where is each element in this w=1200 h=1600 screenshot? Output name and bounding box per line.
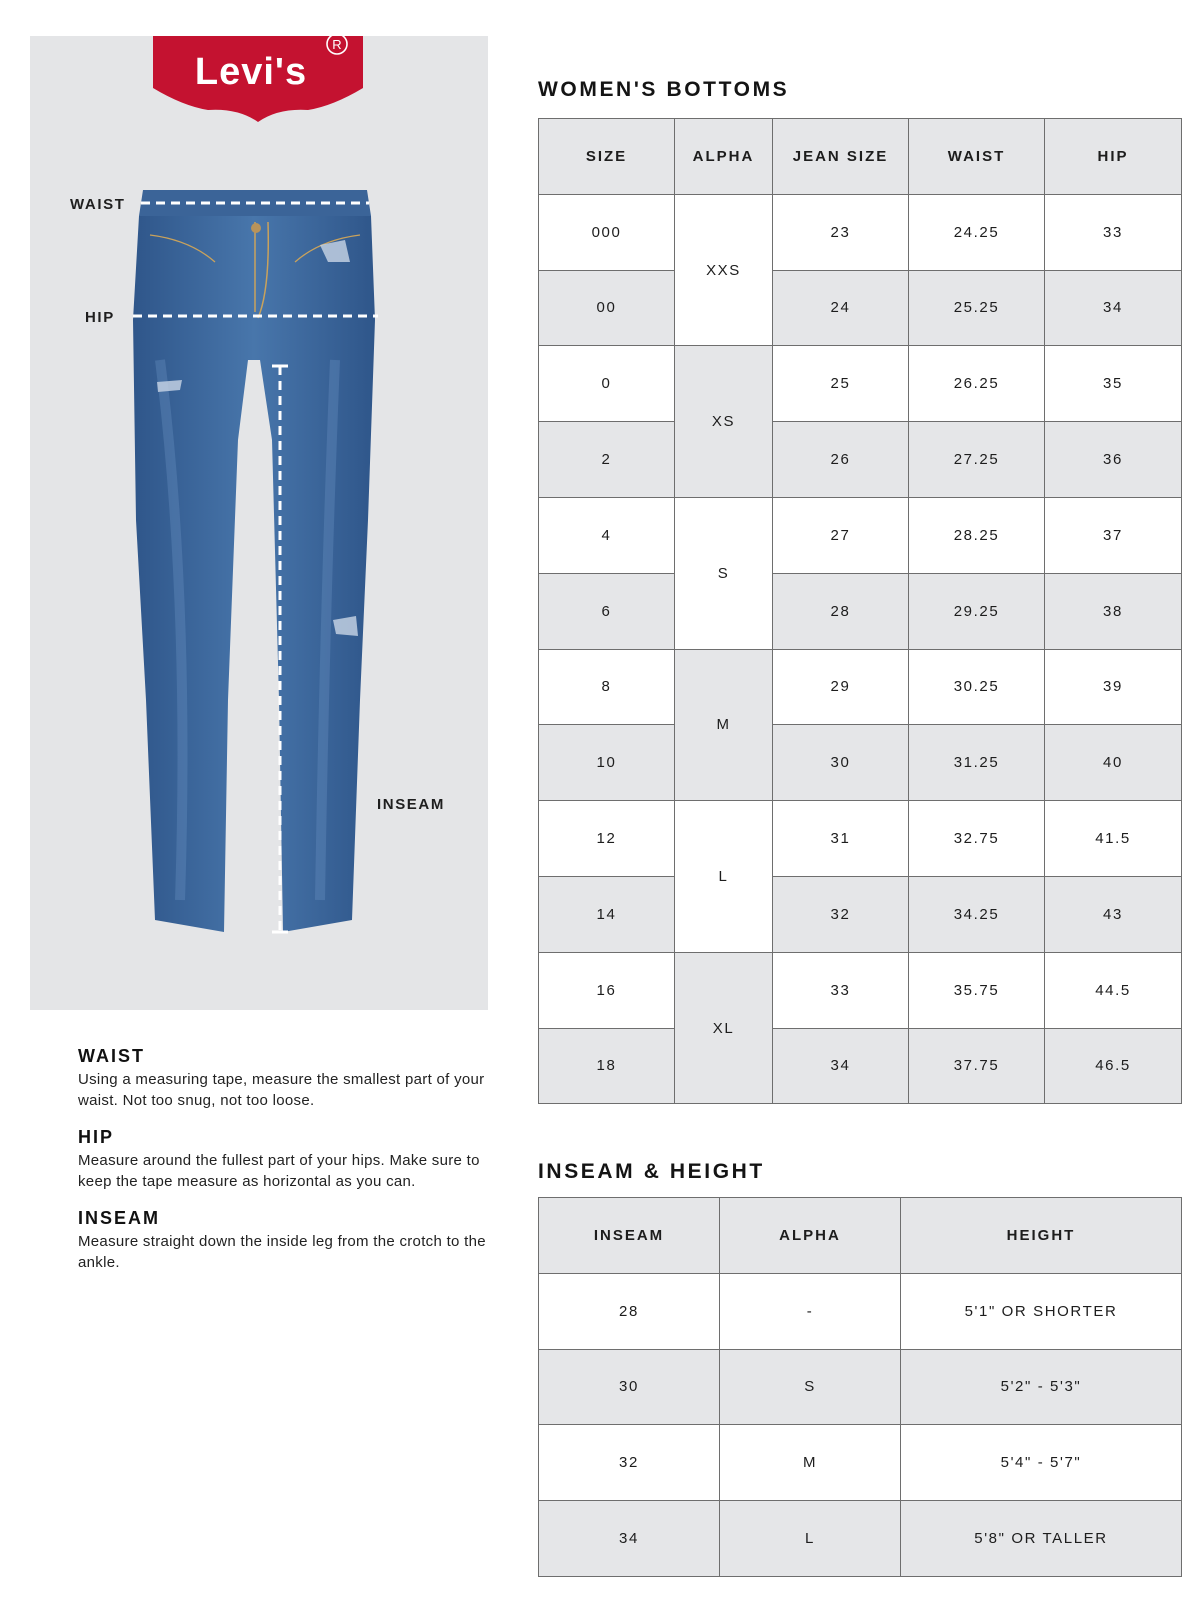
jean-size-cell: 25	[773, 346, 909, 422]
inseam-cell: 34	[539, 1501, 720, 1577]
size-cell: 10	[539, 725, 675, 801]
size-cell: 16	[539, 952, 675, 1028]
table-row	[539, 194, 1182, 270]
jean-size-cell: 32	[773, 876, 909, 952]
instruction-text: Using a measuring tape, measure the smallest part of your waist. Not too snug, not too loose.	[78, 1071, 485, 1109]
instruction-text: Measure straight down the inside leg from the crotch to the ankle.	[78, 1233, 486, 1271]
hip-figure-label: HIP	[85, 309, 115, 326]
waist-cell: 26.25	[909, 346, 1045, 422]
waist-cell: 35.75	[909, 952, 1045, 1028]
alpha-cell: XL	[675, 952, 773, 1104]
table-row	[539, 952, 1182, 1028]
jean-size-cell: 26	[773, 422, 909, 498]
column-header: HIP	[1045, 119, 1182, 195]
hip-cell: 38	[1045, 573, 1182, 649]
hip-cell: 44.5	[1045, 952, 1182, 1028]
table-row	[539, 1273, 1182, 1349]
table-row	[539, 1349, 1182, 1425]
table-row	[539, 649, 1182, 725]
waist-cell: 31.25	[909, 725, 1045, 801]
womens-bottoms-title: WOMEN'S BOTTOMS	[538, 78, 790, 101]
table-row	[539, 346, 1182, 422]
alpha-cell: -	[720, 1273, 901, 1349]
table-header-row	[539, 119, 1182, 195]
registered-mark: R	[332, 37, 342, 52]
jean-size-cell: 33	[773, 952, 909, 1028]
instruction-text: Measure around the fullest part of your hips. Make sure to keep the tape measure as horizontal as you can.	[78, 1152, 480, 1190]
hip-cell: 34	[1045, 270, 1182, 346]
table-header-row	[539, 1198, 1182, 1274]
waist-cell: 27.25	[909, 422, 1045, 498]
table-row	[539, 497, 1182, 573]
jean-size-cell: 23	[773, 194, 909, 270]
hip-cell: 33	[1045, 194, 1182, 270]
instruction-title: HIP	[78, 1127, 115, 1147]
hip-cell: 39	[1045, 649, 1182, 725]
jean-size-cell: 28	[773, 573, 909, 649]
size-cell: 14	[539, 876, 675, 952]
column-header: SIZE	[539, 119, 675, 195]
waist-cell: 30.25	[909, 649, 1045, 725]
alpha-cell: XXS	[675, 194, 773, 346]
column-header: INSEAM	[539, 1198, 720, 1274]
height-cell: 5'1" OR SHORTER	[901, 1273, 1182, 1349]
column-header: ALPHA	[675, 119, 773, 195]
column-header: JEAN SIZE	[773, 119, 909, 195]
size-cell: 8	[539, 649, 675, 725]
alpha-cell: M	[720, 1425, 901, 1501]
waist-cell: 24.25	[909, 194, 1045, 270]
jeans-illustration	[0, 0, 500, 1000]
size-cell: 6	[539, 573, 675, 649]
table-row	[539, 876, 1182, 952]
hip-cell: 35	[1045, 346, 1182, 422]
inseam-cell: 32	[539, 1425, 720, 1501]
size-cell: 0	[539, 346, 675, 422]
jean-size-cell: 24	[773, 270, 909, 346]
size-cell: 000	[539, 194, 675, 270]
hip-cell: 36	[1045, 422, 1182, 498]
inseam-figure-label: INSEAM	[377, 796, 445, 813]
inseam-cell: 28	[539, 1273, 720, 1349]
height-cell: 5'4" - 5'7"	[901, 1425, 1182, 1501]
hip-cell: 46.5	[1045, 1028, 1182, 1104]
instruction-title: WAIST	[78, 1046, 145, 1066]
alpha-cell: M	[675, 649, 773, 801]
table-row	[539, 1501, 1182, 1577]
measuring-instructions	[78, 1046, 498, 1289]
size-cell: 12	[539, 801, 675, 877]
jean-size-cell: 31	[773, 801, 909, 877]
column-header: WAIST	[909, 119, 1045, 195]
jean-size-cell: 29	[773, 649, 909, 725]
alpha-cell: L	[675, 801, 773, 953]
size-cell: 18	[539, 1028, 675, 1104]
hip-cell: 40	[1045, 725, 1182, 801]
jean-size-cell: 30	[773, 725, 909, 801]
waist-cell: 25.25	[909, 270, 1045, 346]
table-row	[539, 725, 1182, 801]
alpha-cell: S	[675, 497, 773, 649]
table-row	[539, 1425, 1182, 1501]
size-cell: 4	[539, 497, 675, 573]
waist-cell: 28.25	[909, 497, 1045, 573]
table-row	[539, 573, 1182, 649]
instruction-title: INSEAM	[78, 1208, 161, 1228]
table-row	[539, 422, 1182, 498]
svg-text:Levi's: Levi's	[194, 51, 308, 93]
inseam-instruction	[78, 1208, 498, 1273]
waist-cell: 34.25	[909, 876, 1045, 952]
hip-cell: 41.5	[1045, 801, 1182, 877]
height-cell: 5'2" - 5'3"	[901, 1349, 1182, 1425]
column-header: HEIGHT	[901, 1198, 1182, 1274]
inseam-height-title: INSEAM & HEIGHT	[538, 1160, 765, 1183]
column-header: ALPHA	[720, 1198, 901, 1274]
alpha-cell: XS	[675, 346, 773, 498]
hip-instruction	[78, 1127, 498, 1192]
waist-figure-label: WAIST	[70, 196, 126, 213]
table-row	[539, 801, 1182, 877]
waist-cell: 37.75	[909, 1028, 1045, 1104]
size-cell: 2	[539, 422, 675, 498]
inseam-height-table	[538, 1197, 1182, 1577]
hip-cell: 43	[1045, 876, 1182, 952]
jean-size-cell: 27	[773, 497, 909, 573]
jean-size-cell: 34	[773, 1028, 909, 1104]
table-row	[539, 1028, 1182, 1104]
alpha-cell: S	[720, 1349, 901, 1425]
womens-bottoms-table	[538, 118, 1182, 1104]
alpha-cell: L	[720, 1501, 901, 1577]
waist-cell: 29.25	[909, 573, 1045, 649]
size-cell: 00	[539, 270, 675, 346]
hip-cell: 37	[1045, 497, 1182, 573]
waist-instruction	[78, 1046, 498, 1111]
height-cell: 5'8" OR TALLER	[901, 1501, 1182, 1577]
inseam-cell: 30	[539, 1349, 720, 1425]
table-row	[539, 270, 1182, 346]
waist-cell: 32.75	[909, 801, 1045, 877]
